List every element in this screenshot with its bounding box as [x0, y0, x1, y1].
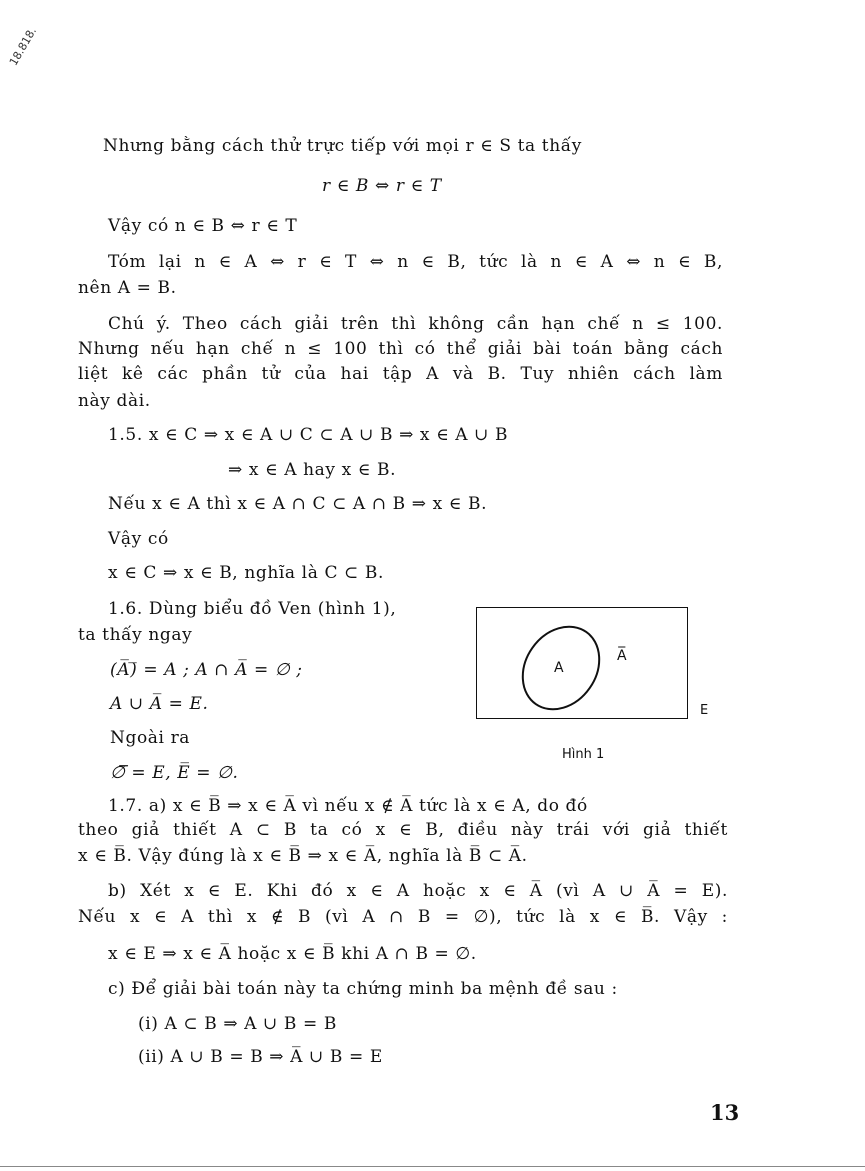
exercise-1-5-line: 1.5. x ∈ C ⇒ x ∈ A ∪ C ⊂ A ∪ B ⇒ x ∈ A ∪ B — [108, 425, 509, 445]
page-number: 13 — [710, 1100, 740, 1125]
proposition-ii: (ii) A ∪ B = B ⇒ A̅ ∪ B = E — [138, 1047, 383, 1067]
note-line-6: Chú ý. Theo cách giải trên thì không cần hạn chế n ≤ 100. — [108, 314, 723, 334]
text-line-22: theo giả thiết A ⊂ B ta có x ∈ B, điều này trái với giả thiết — [78, 820, 728, 840]
venn-diagram — [476, 607, 688, 719]
exercise-1-6-line: 1.6. Dùng biểu đồ Ven (hình 1), — [108, 599, 397, 619]
venn-svg — [477, 608, 686, 717]
margin-note: 18.818. — [6, 25, 40, 68]
text-line-14: x ∈ C ⇒ x ∈ B, nghĩa là C ⊂ B. — [108, 563, 385, 583]
text-line-5: nên A = B. — [78, 278, 177, 298]
note-line-8: liệt kê các phần tử của hai tập A và B. Tuy nhiên cách làm — [78, 364, 723, 384]
set-a-label: A — [554, 660, 564, 676]
note-line-9: này dài. — [78, 391, 151, 411]
formula-line-20: ∅̅ = E, E̅ = ∅. — [110, 763, 239, 783]
complement-label: A̅ — [617, 648, 627, 664]
exercise-1-7-line: 1.7. a) x ∈ B̅ ⇒ x ∈ A̅ vì nếu x ∉ A̅ tức là x ∈ A, do đó — [108, 796, 588, 816]
universe-label: E — [700, 703, 709, 718]
exercise-1-5-cont: ⇒ x ∈ A hay x ∈ B. — [228, 460, 397, 480]
text-line-24: b) Xét x ∈ E. Khi đó x ∈ A hoặc x ∈ A̅ (vì A ∪ A̅ = E). — [108, 881, 728, 901]
text-line-25: Nếu x ∈ A thì x ∉ B (vì A ∩ B = ∅), tức là x ∈ B̅. Vậy : — [78, 907, 728, 927]
text-line-1: Nhưng bằng cách thử trực tiếp với mọi r ∈ S ta thấy — [103, 136, 582, 156]
text-line-13: Vậy có — [108, 529, 169, 549]
text-line-27: c) Để giải bài toán này ta chứng minh ba mệnh đề sau : — [108, 979, 618, 999]
figure-caption: Hình 1 — [562, 747, 605, 762]
text-line-23: x ∈ B̅. Vậy đúng là x ∈ B̅ ⇒ x ∈ A̅, nghĩa là B̅ ⊂ A̅. — [78, 846, 528, 866]
formula-line-2: r ∈ B ⇔ r ∈ T — [322, 176, 442, 196]
text-line-26: x ∈ E ⇒ x ∈ A̅ hoặc x ∈ B̅ khi A ∩ B = ∅. — [108, 944, 477, 964]
text-line-3: Vậy có n ∈ B ⇔ r ∈ T — [108, 216, 298, 236]
formula-line-18: A ∪ A̅ = E. — [110, 694, 209, 714]
formula-line-17: (A̅)̅ = A ; A ∩ A̅ = ∅ ; — [110, 660, 303, 680]
text-line-12: Nếu x ∈ A thì x ∈ A ∩ C ⊂ A ∩ B ⇒ x ∈ B. — [108, 494, 488, 514]
bottom-rule — [0, 1166, 865, 1167]
note-line-7: Nhưng nếu hạn chế n ≤ 100 thì có thể giải bài toán bằng cách — [78, 339, 723, 359]
text-line-19: Ngoài ra — [110, 728, 191, 748]
text-line-16: ta thấy ngay — [78, 625, 193, 645]
text-line-4: Tóm lại n ∈ A ⇔ r ∈ T ⇔ n ∈ B, tức là n ∈ A ⇔ n ∈ B, — [108, 252, 723, 272]
proposition-i: (i) A ⊂ B ⇒ A ∪ B = B — [138, 1014, 337, 1034]
